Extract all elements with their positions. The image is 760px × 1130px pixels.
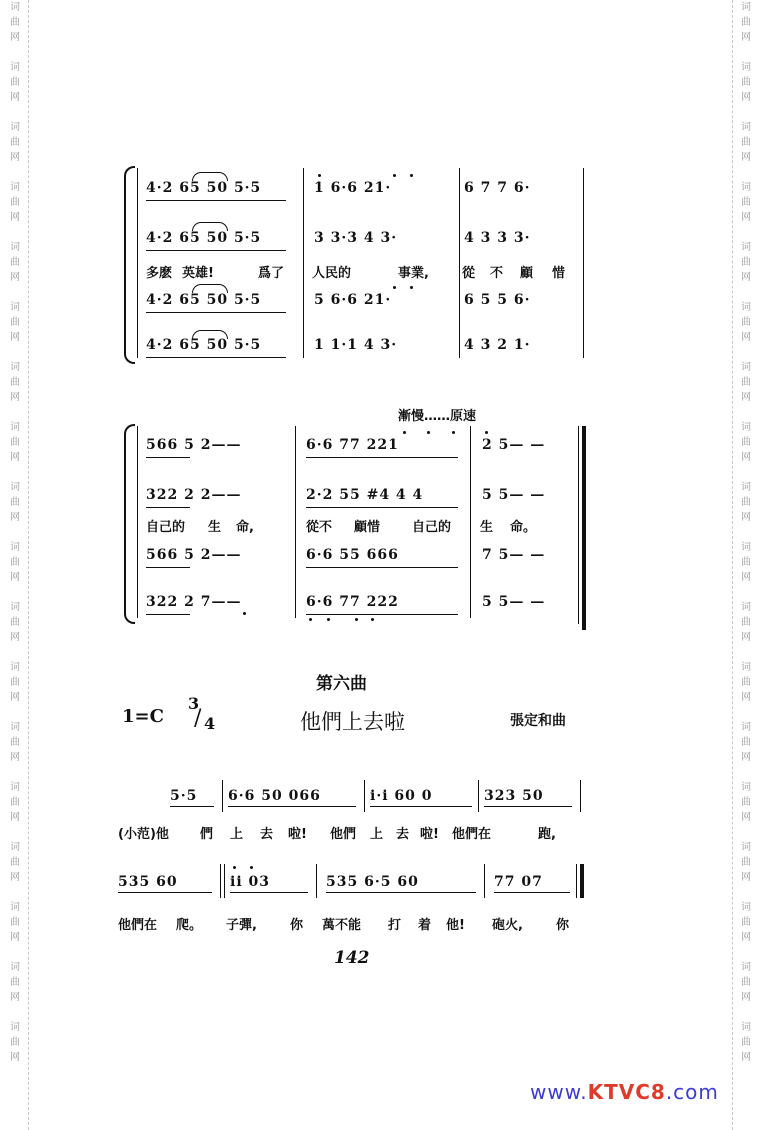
- measure: 566 5 2——: [146, 547, 242, 563]
- time-denominator: 4: [204, 714, 216, 733]
- watermark-block: [2, 120, 28, 180]
- measure: 7 5— —: [482, 547, 546, 563]
- watermark-char: 网: [741, 212, 751, 223]
- watermark-block: [733, 420, 759, 480]
- watermark-block: [733, 840, 759, 900]
- lyric: 從不: [306, 520, 333, 535]
- lyric: 人民的: [312, 266, 352, 281]
- octave-dot: [410, 286, 413, 289]
- underline-beam: [146, 457, 190, 458]
- measure: 322 2 7——: [146, 594, 242, 610]
- lyric: 生: [480, 520, 494, 535]
- measure: 4·2 65 50 5·5: [146, 292, 262, 308]
- composer-credit: 張定和曲: [510, 713, 566, 729]
- site-watermark: [530, 1080, 719, 1104]
- watermark-char: 词: [741, 722, 751, 733]
- octave-dot: [233, 866, 236, 869]
- watermark-char: 曲: [10, 677, 20, 688]
- lyric: 們: [200, 827, 214, 842]
- lyric: 上: [370, 827, 384, 842]
- watermark-char: 词: [10, 422, 20, 433]
- octave-dot: [250, 866, 253, 869]
- watermark-char: 网: [10, 872, 20, 883]
- system-brace: [124, 166, 135, 364]
- measure: 566 5 2——: [146, 437, 242, 453]
- lyric: 命。: [510, 520, 537, 535]
- watermark-char: 网: [741, 992, 751, 1003]
- lyric: 多麽: [146, 266, 173, 281]
- watermark-char: 词: [741, 362, 751, 373]
- watermark-block: [733, 240, 759, 300]
- octave-dot: [393, 174, 396, 177]
- watermark-char: 词: [741, 902, 751, 913]
- lyric: 自己的: [412, 520, 452, 535]
- measure: i·i 60 0: [370, 788, 433, 804]
- octave-dot: [327, 618, 330, 621]
- lyric: 啦!: [420, 827, 439, 842]
- watermark-block: [733, 300, 759, 360]
- watermark-char: 曲: [741, 77, 751, 88]
- watermark-char: 网: [741, 632, 751, 643]
- right-watermark-column: [732, 0, 759, 1130]
- octave-dot: [403, 431, 406, 434]
- watermark-block: [2, 300, 28, 360]
- watermark-block: [733, 120, 759, 180]
- barline: [137, 426, 138, 618]
- underline-beam: [494, 892, 570, 893]
- measure: 6 5 5 6·: [464, 292, 531, 308]
- watermark-char: 词: [741, 302, 751, 313]
- lyric: 生: [208, 520, 222, 535]
- watermark-block: [733, 0, 759, 60]
- underline-beam: [484, 806, 572, 807]
- watermark-char: 词: [10, 782, 20, 793]
- watermark-char: 网: [741, 812, 751, 823]
- measure: 6·6 55 666: [306, 547, 399, 563]
- measure: ii 03: [230, 874, 270, 890]
- watermark-block: [733, 1020, 759, 1080]
- measure: 5·5: [170, 788, 198, 804]
- watermark-char: 网: [741, 692, 751, 703]
- watermark-char: 词: [741, 422, 751, 433]
- octave-dot: [393, 286, 396, 289]
- watermark-char: 词: [10, 1022, 20, 1033]
- watermark-char: 网: [741, 332, 751, 343]
- watermark-char: 曲: [10, 497, 20, 508]
- slur: [192, 284, 228, 293]
- underline-beam: [146, 250, 286, 251]
- watermark-block: [733, 660, 759, 720]
- watermark-char: 曲: [10, 437, 20, 448]
- watermark-char: 词: [10, 842, 20, 853]
- lyric: 跑,: [538, 827, 556, 842]
- lyric: 去: [396, 827, 410, 842]
- watermark-char: 网: [10, 332, 20, 343]
- watermark-block: [733, 720, 759, 780]
- watermark-char: 词: [10, 242, 20, 253]
- final-barline: [580, 864, 584, 898]
- watermark-block: [2, 720, 28, 780]
- lyric: 爲了: [258, 266, 285, 281]
- watermark-block: [733, 180, 759, 240]
- watermark-char: 网: [741, 452, 751, 463]
- underline-beam: [146, 614, 190, 615]
- watermark-block: [2, 360, 28, 420]
- lyric: 他們在: [452, 827, 492, 842]
- measure: 323 50: [484, 788, 544, 804]
- watermark-char: 曲: [741, 557, 751, 568]
- watermark-block: [2, 840, 28, 900]
- watermark-char: 曲: [10, 917, 20, 928]
- watermark-char: 网: [10, 992, 20, 1003]
- watermark-char: 网: [10, 572, 20, 583]
- watermark-block: [2, 600, 28, 660]
- watermark-char: 网: [741, 392, 751, 403]
- lyric: 命,: [236, 520, 254, 535]
- measure: 1 1·1 4 3·: [314, 337, 398, 353]
- lyric: 顧: [520, 266, 534, 281]
- lyric: 上: [230, 827, 244, 842]
- watermark-char: 曲: [741, 917, 751, 928]
- measure: 5 5— —: [482, 487, 546, 503]
- watermark-char: 网: [10, 212, 20, 223]
- watermark-char: 曲: [741, 257, 751, 268]
- barline: [364, 780, 365, 812]
- measure: 6 7 7 6·: [464, 180, 531, 196]
- lyric: 子彈,: [226, 918, 257, 933]
- time-numerator: 3: [188, 694, 200, 713]
- barline: [316, 864, 317, 898]
- barline: [580, 780, 581, 812]
- lyric: 不: [490, 266, 504, 281]
- lyric: 惜: [552, 266, 566, 281]
- octave-dot: [452, 431, 455, 434]
- watermark-char: 曲: [741, 737, 751, 748]
- underline-beam: [118, 892, 212, 893]
- slur: [192, 330, 228, 339]
- measure: 5 6·6 21·: [314, 292, 392, 308]
- barline: [295, 426, 296, 618]
- watermark-char: 曲: [741, 857, 751, 868]
- barline: [137, 168, 138, 358]
- lyric: 英雄!: [182, 266, 214, 281]
- watermark-char: 词: [741, 962, 751, 973]
- watermark-block: [2, 180, 28, 240]
- octave-dot: [410, 174, 413, 177]
- octave-dot: [485, 431, 488, 434]
- watermark-char: 词: [741, 1022, 751, 1033]
- watermark-char: 曲: [10, 737, 20, 748]
- octave-dot: [309, 618, 312, 621]
- watermark-char: 曲: [10, 77, 20, 88]
- barline: [484, 864, 485, 898]
- watermark-char: 词: [741, 662, 751, 673]
- watermark-block: [2, 420, 28, 480]
- watermark-char: 词: [10, 122, 20, 133]
- measure: 2 5— —: [482, 437, 546, 453]
- barline: [576, 864, 577, 898]
- watermark-char: 曲: [741, 377, 751, 388]
- watermark-char: 网: [10, 392, 20, 403]
- measure: 6·6 77 222: [306, 594, 399, 610]
- watermark-char: 网: [10, 452, 20, 463]
- lyric: 他們在: [118, 918, 158, 933]
- octave-dot: [318, 174, 321, 177]
- watermark-char: 曲: [10, 857, 20, 868]
- underline-beam: [370, 806, 472, 807]
- watermark-char: 网: [10, 512, 20, 523]
- watermark-char: 曲: [741, 677, 751, 688]
- watermark-char: 词: [741, 482, 751, 493]
- watermark-char: 词: [10, 902, 20, 913]
- watermark-char: 词: [10, 302, 20, 313]
- watermark-char: 网: [10, 632, 20, 643]
- octave-dot: [371, 618, 374, 621]
- key-signature: 1=C: [122, 706, 164, 727]
- section-title: 第六曲: [316, 674, 367, 694]
- measure: 6·6 77 221: [306, 437, 399, 453]
- watermark-char: 词: [741, 242, 751, 253]
- watermark-char: 曲: [10, 257, 20, 268]
- underline-beam: [306, 614, 458, 615]
- watermark-char: 词: [10, 482, 20, 493]
- lyric: 你: [290, 918, 304, 933]
- watermark-char: 曲: [741, 437, 751, 448]
- lyric: 從: [462, 266, 476, 281]
- lyric: 他!: [446, 918, 465, 933]
- watermark-char: 曲: [10, 557, 20, 568]
- measure: 3 3·3 4 3·: [314, 230, 398, 246]
- watermark-char: 网: [10, 32, 20, 43]
- watermark-char: 曲: [741, 497, 751, 508]
- watermark-block: [733, 60, 759, 120]
- watermark-char: 词: [10, 542, 20, 553]
- watermark-char: 词: [741, 2, 751, 13]
- barline: [459, 168, 460, 358]
- underline-beam: [326, 892, 476, 893]
- barline: [578, 426, 579, 624]
- underline-beam: [306, 457, 458, 458]
- watermark-block: [2, 60, 28, 120]
- measure: 535 6·5 60: [326, 874, 419, 890]
- watermark-char: 曲: [741, 317, 751, 328]
- watermark-block: [733, 780, 759, 840]
- watermark-char: 网: [10, 812, 20, 823]
- watermark-char: 曲: [741, 617, 751, 628]
- underline-beam: [306, 507, 458, 508]
- measure: 4 3 3 3·: [464, 230, 531, 246]
- watermark-char: 网: [741, 92, 751, 103]
- lyric: 顧惜: [354, 520, 381, 535]
- watermark-char: 网: [741, 32, 751, 43]
- underline-beam: [146, 507, 190, 508]
- slur: [192, 172, 228, 181]
- watermark-char: 网: [10, 932, 20, 943]
- watermark-block: [2, 540, 28, 600]
- watermark-char: 网: [10, 752, 20, 763]
- underline-beam: [170, 806, 214, 807]
- watermark-char: 曲: [741, 17, 751, 28]
- barline: [220, 864, 221, 898]
- watermark-char: 词: [10, 602, 20, 613]
- watermark-char: 网: [10, 92, 20, 103]
- watermark-char: 词: [741, 842, 751, 853]
- watermark-char: 曲: [10, 137, 20, 148]
- lyric: 砲火,: [492, 918, 523, 933]
- watermark-char: 词: [741, 542, 751, 553]
- measure: 6·6 50 066: [228, 788, 321, 804]
- watermark-char: 曲: [10, 317, 20, 328]
- lyric: 爬。: [176, 918, 203, 933]
- watermark-char: 词: [10, 62, 20, 73]
- lyric: 啦!: [288, 827, 307, 842]
- site-suffix: .com: [665, 1080, 719, 1104]
- measure: 322 2 2——: [146, 487, 242, 503]
- watermark-char: 网: [741, 932, 751, 943]
- watermark-char: 曲: [10, 1037, 20, 1048]
- watermark-block: [2, 240, 28, 300]
- watermark-block: [2, 480, 28, 540]
- site-prefix: www.: [530, 1080, 588, 1104]
- lyric: 你: [556, 918, 570, 933]
- measure: 4·2 65 50 5·5: [146, 180, 262, 196]
- watermark-char: 词: [741, 182, 751, 193]
- watermark-char: 曲: [741, 137, 751, 148]
- lyric: 他們: [330, 827, 357, 842]
- watermark-block: [733, 900, 759, 960]
- lyric: 去: [260, 827, 274, 842]
- barline: [224, 864, 225, 898]
- watermark-block: [2, 900, 28, 960]
- watermark-block: [733, 480, 759, 540]
- barline: [303, 168, 304, 358]
- watermark-char: 曲: [10, 17, 20, 28]
- page-number: 142: [334, 948, 370, 968]
- watermark-char: 曲: [10, 377, 20, 388]
- watermark-char: 曲: [10, 617, 20, 628]
- watermark-char: 词: [10, 2, 20, 13]
- barline: [583, 168, 584, 358]
- watermark-char: 网: [741, 872, 751, 883]
- underline-beam: [146, 357, 286, 358]
- watermark-char: 网: [10, 272, 20, 283]
- watermark-char: 网: [741, 572, 751, 583]
- watermark-block: [2, 960, 28, 1020]
- watermark-char: 词: [741, 602, 751, 613]
- watermark-char: 曲: [741, 197, 751, 208]
- octave-dot: [355, 618, 358, 621]
- watermark-block: [2, 0, 28, 60]
- watermark-char: 网: [741, 512, 751, 523]
- final-barline: [582, 426, 586, 630]
- measure: 4·2 65 50 5·5: [146, 337, 262, 353]
- measure: 2·2 55 #4 4 4: [306, 487, 424, 503]
- barline: [222, 780, 223, 812]
- underline-beam: [146, 312, 286, 313]
- watermark-char: 曲: [10, 197, 20, 208]
- lyric: 萬不能: [322, 918, 362, 933]
- tempo-marking: 漸慢……原速: [398, 409, 477, 424]
- watermark-block: [733, 960, 759, 1020]
- watermark-block: [733, 540, 759, 600]
- measure: 77 07: [494, 874, 543, 890]
- watermark-char: 网: [10, 692, 20, 703]
- lyric: 打: [388, 918, 402, 933]
- song-title: 他們上去啦: [300, 710, 405, 734]
- measure: 4 3 2 1·: [464, 337, 531, 353]
- system-brace: [124, 424, 135, 624]
- site-brand: KTVC8: [587, 1080, 666, 1104]
- watermark-char: 词: [741, 782, 751, 793]
- watermark-char: 词: [741, 62, 751, 73]
- lyric: 着: [418, 918, 432, 933]
- underline-beam: [228, 806, 356, 807]
- watermark-char: 网: [741, 152, 751, 163]
- left-watermark-column: [2, 0, 29, 1130]
- watermark-block: [733, 360, 759, 420]
- watermark-char: 曲: [10, 797, 20, 808]
- lyric: (小范)他: [118, 827, 169, 842]
- watermark-block: [733, 600, 759, 660]
- watermark-block: [2, 660, 28, 720]
- measure: 5 5— —: [482, 594, 546, 610]
- octave-dot: [427, 431, 430, 434]
- lyric: 事業,: [398, 266, 429, 281]
- underline-beam: [146, 200, 286, 201]
- measure: 535 60: [118, 874, 178, 890]
- watermark-char: 网: [741, 272, 751, 283]
- lyric: 自己的: [146, 520, 186, 535]
- barline: [478, 780, 479, 812]
- watermark-char: 网: [741, 752, 751, 763]
- underline-beam: [230, 892, 308, 893]
- watermark-block: [2, 780, 28, 840]
- underline-beam: [306, 567, 458, 568]
- watermark-char: 网: [10, 152, 20, 163]
- watermark-char: 曲: [741, 797, 751, 808]
- watermark-char: 曲: [10, 977, 20, 988]
- watermark-char: 网: [741, 1052, 751, 1063]
- measure: 4·2 65 50 5·5: [146, 230, 262, 246]
- barline: [470, 426, 471, 618]
- underline-beam: [146, 567, 190, 568]
- watermark-char: 网: [10, 1052, 20, 1063]
- time-slash: /: [194, 706, 202, 731]
- measure: 1 6·6 21·: [314, 180, 392, 196]
- watermark-char: 词: [10, 182, 20, 193]
- watermark-char: 词: [10, 722, 20, 733]
- watermark-char: 词: [10, 362, 20, 373]
- watermark-block: [2, 1020, 28, 1080]
- watermark-char: 曲: [741, 1037, 751, 1048]
- watermark-char: 词: [10, 962, 20, 973]
- slur: [192, 222, 228, 231]
- watermark-char: 词: [741, 122, 751, 133]
- watermark-char: 词: [10, 662, 20, 673]
- watermark-char: 曲: [741, 977, 751, 988]
- octave-dot: [243, 612, 246, 615]
